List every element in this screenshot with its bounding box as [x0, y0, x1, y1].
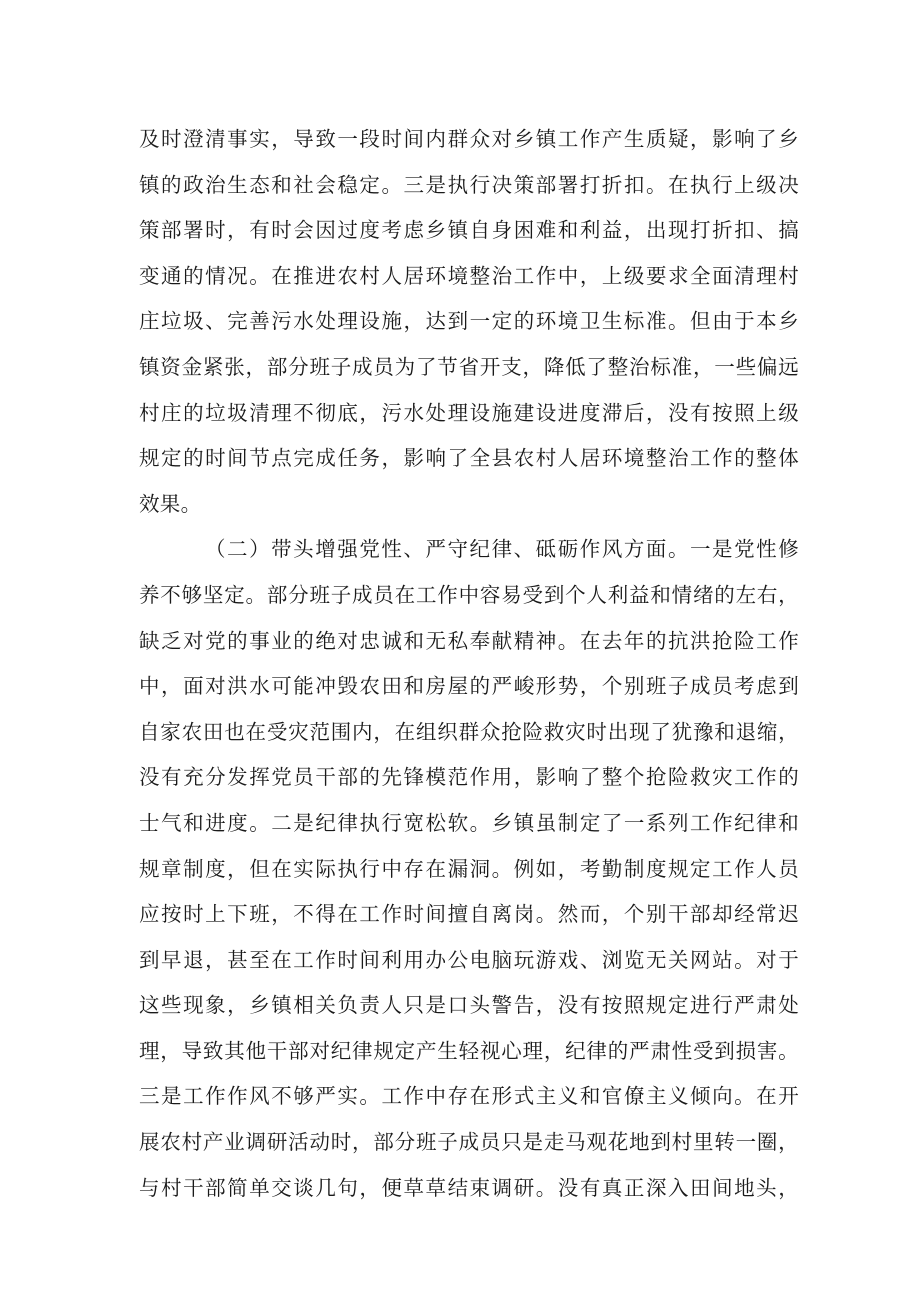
document-body — [139, 117, 799, 1211]
text-line: 理，导致其他干部对纪律规定产生轻视心理，纪律的严肃性受到损害。 — [139, 1038, 799, 1063]
text-line: 与村干部简单交谈几句，便草草结束调研。没有真正深入田间地头， — [139, 1175, 799, 1200]
text-line: 规章制度，但在实际执行中存在漏洞。例如，考勤制度规定工作人员 — [139, 856, 799, 881]
text-line: 没有充分发挥党员干部的先锋模范作用，影响了整个抢险救灾工作的 — [139, 765, 799, 790]
paragraph-1 — [139, 117, 799, 527]
paragraph-2 — [139, 527, 799, 1211]
text-line: 策部署时，有时会因过度考虑乡镇自身困难和利益，出现打折扣、搞 — [139, 218, 799, 243]
text-line: 效果。 — [139, 491, 202, 516]
text-line: 缺乏对党的事业的绝对忠诚和无私奉献精神。在去年的抗洪抢险工作 — [139, 628, 799, 653]
text-line: 应按时上下班，不得在工作时间擅自离岗。然而，个别干部却经常迟 — [139, 902, 799, 927]
text-line: 中，面对洪水可能冲毁农田和房屋的严峻形势，个别班子成员考虑到 — [139, 674, 799, 699]
text-line: 镇的政治生态和社会稳定。三是执行决策部署打折扣。在执行上级决 — [139, 172, 799, 197]
text-line: 这些现象，乡镇相关负责人只是口头警告，没有按照规定进行严肃处 — [139, 993, 799, 1018]
text-line: 士气和进度。二是纪律执行宽松软。乡镇虽制定了一系列工作纪律和 — [139, 810, 799, 835]
text-line: 三是工作作风不够严实。工作中存在形式主义和官僚主义倾向。在开 — [139, 1084, 799, 1109]
text-line: 规定的时间节点完成任务，影响了全县农村人居环境整治工作的整体 — [139, 446, 799, 471]
text-line: 及时澄清事实，导致一段时间内群众对乡镇工作产生质疑，影响了乡 — [139, 127, 799, 151]
text-line: 到早退，甚至在工作时间利用办公电脑玩游戏、浏览无关网站。对于 — [139, 947, 799, 972]
section-heading-line: （二）带头增强党性、严守纪律、砥砺作风方面。一是党性修 — [205, 537, 799, 562]
text-line: 村庄的垃圾清理不彻底，污水处理设施建设进度滞后，没有按照上级 — [139, 400, 799, 425]
text-line: 庄垃圾、完善污水处理设施，达到一定的环境卫生标准。但由于本乡 — [139, 309, 799, 334]
text-line: 镇资金紧张，部分班子成员为了节省开支，降低了整治标准，一些偏远 — [139, 354, 799, 379]
text-line: 变通的情况。在推进农村人居环境整治工作中，上级要求全面清理村 — [139, 263, 799, 288]
text-line: 自家农田也在受灾范围内，在组织群众抢险救灾时出现了犹豫和退缩， — [139, 719, 799, 744]
text-line: 展农村产业调研活动时，部分班子成员只是走马观花地到村里转一圈， — [139, 1130, 799, 1155]
text-line: 养不够坚定。部分班子成员在工作中容易受到个人利益和情绪的左右， — [139, 582, 799, 607]
